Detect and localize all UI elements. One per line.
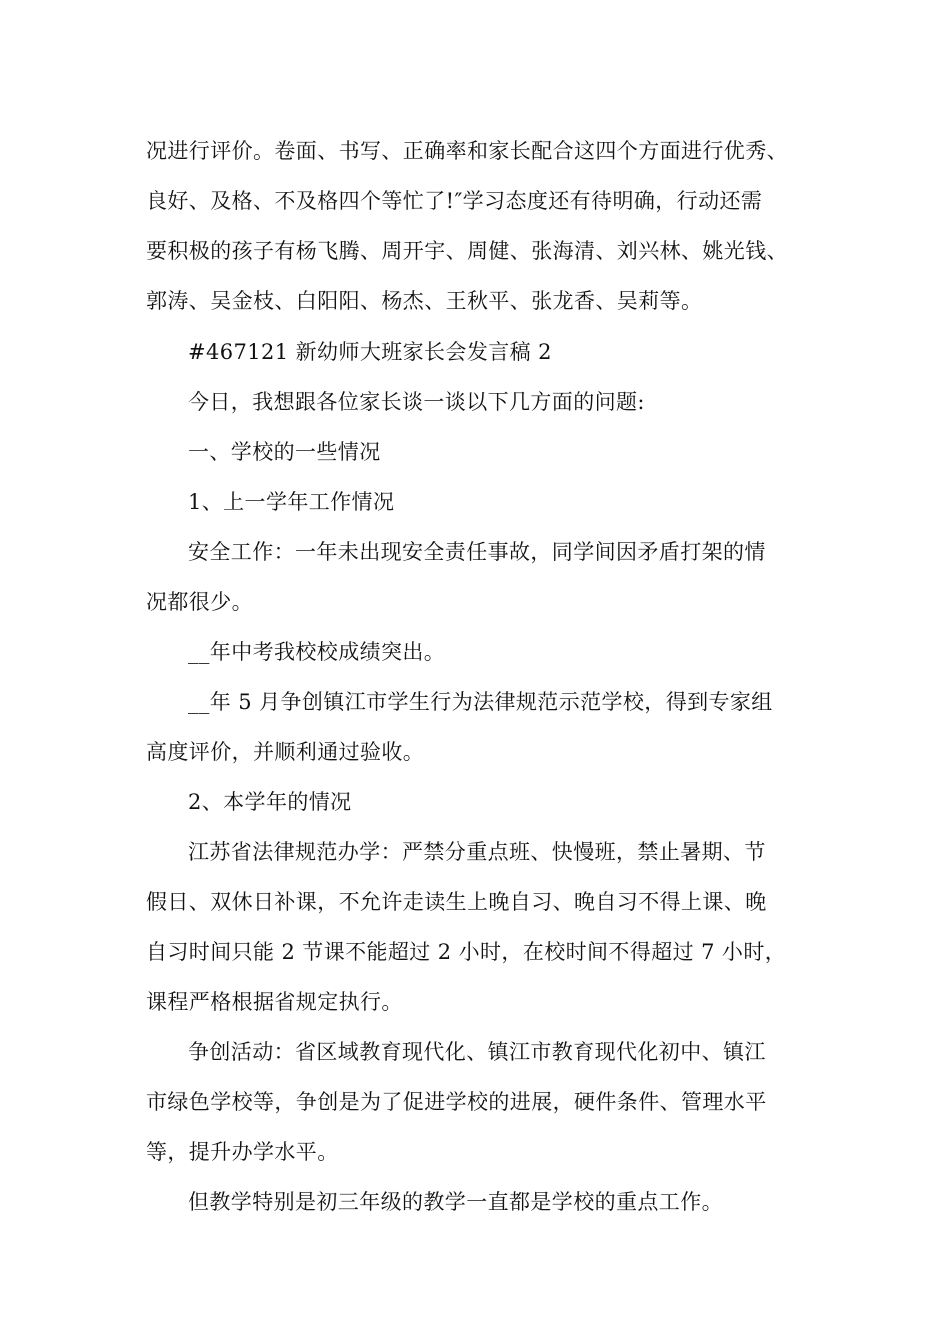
- text-line: 但教学特别是初三年级的教学一直都是学校的重点工作。: [188, 1190, 723, 1214]
- text-line: __年 5 月争创镇江市学生行为法律规范示范学校，得到专家组: [188, 690, 773, 714]
- text-line: 要积极的孩子有杨飞腾、周开宇、周健、张海清、刘兴林、姚光钱、: [146, 239, 788, 263]
- text-line: 江苏省法律规范办学：严禁分重点班、快慢班，禁止暑期、节: [188, 840, 766, 864]
- section-title: #467121 新幼师大班家长会发言稿 2: [188, 340, 552, 364]
- heading-2: 1、上一学年工作情况: [188, 490, 395, 514]
- text-line: 假日、双休日补课，不允许走读生上晚自习、晚自习不得上课、晚: [146, 890, 767, 914]
- text-line: 郭涛、吴金枝、白阳阳、杨杰、王秋平、张龙香、吴莉等。: [146, 289, 703, 313]
- text-line: 高度评价，并顺利通过验收。: [146, 740, 425, 764]
- text-line: 课程严格根据省规定执行。: [146, 990, 403, 1014]
- text-line: 安全工作：一年未出现安全责任事故，同学间因矛盾打架的情: [188, 540, 766, 564]
- text-line: 市绿色学校等，争创是为了促进学校的进展，硬件条件、管理水平: [146, 1090, 767, 1114]
- heading-2: 2、本学年的情况: [188, 790, 352, 814]
- text-line: 今日，我想跟各位家长谈一谈以下几方面的问题:: [188, 390, 645, 414]
- text-line: __年中考我校校成绩突出。: [188, 640, 446, 664]
- text-line: 况进行评价。卷面、书写、正确率和家长配合这四个方面进行优秀、: [146, 139, 788, 163]
- text-line: 自习时间只能 2 节课不能超过 2 小时，在校时间不得超过 7 小时，: [146, 940, 787, 964]
- text-line: 争创活动：省区域教育现代化、镇江市教育现代化初中、镇江: [188, 1040, 766, 1064]
- text-line: 等，提升办学水平。: [146, 1140, 339, 1164]
- text-line: 良好、及格、不及格四个等忙了!″学习态度还有待明确，行动还需: [146, 189, 763, 213]
- text-line: 况都很少。: [146, 590, 253, 614]
- heading-1: 一、学校的一些情况: [188, 440, 381, 464]
